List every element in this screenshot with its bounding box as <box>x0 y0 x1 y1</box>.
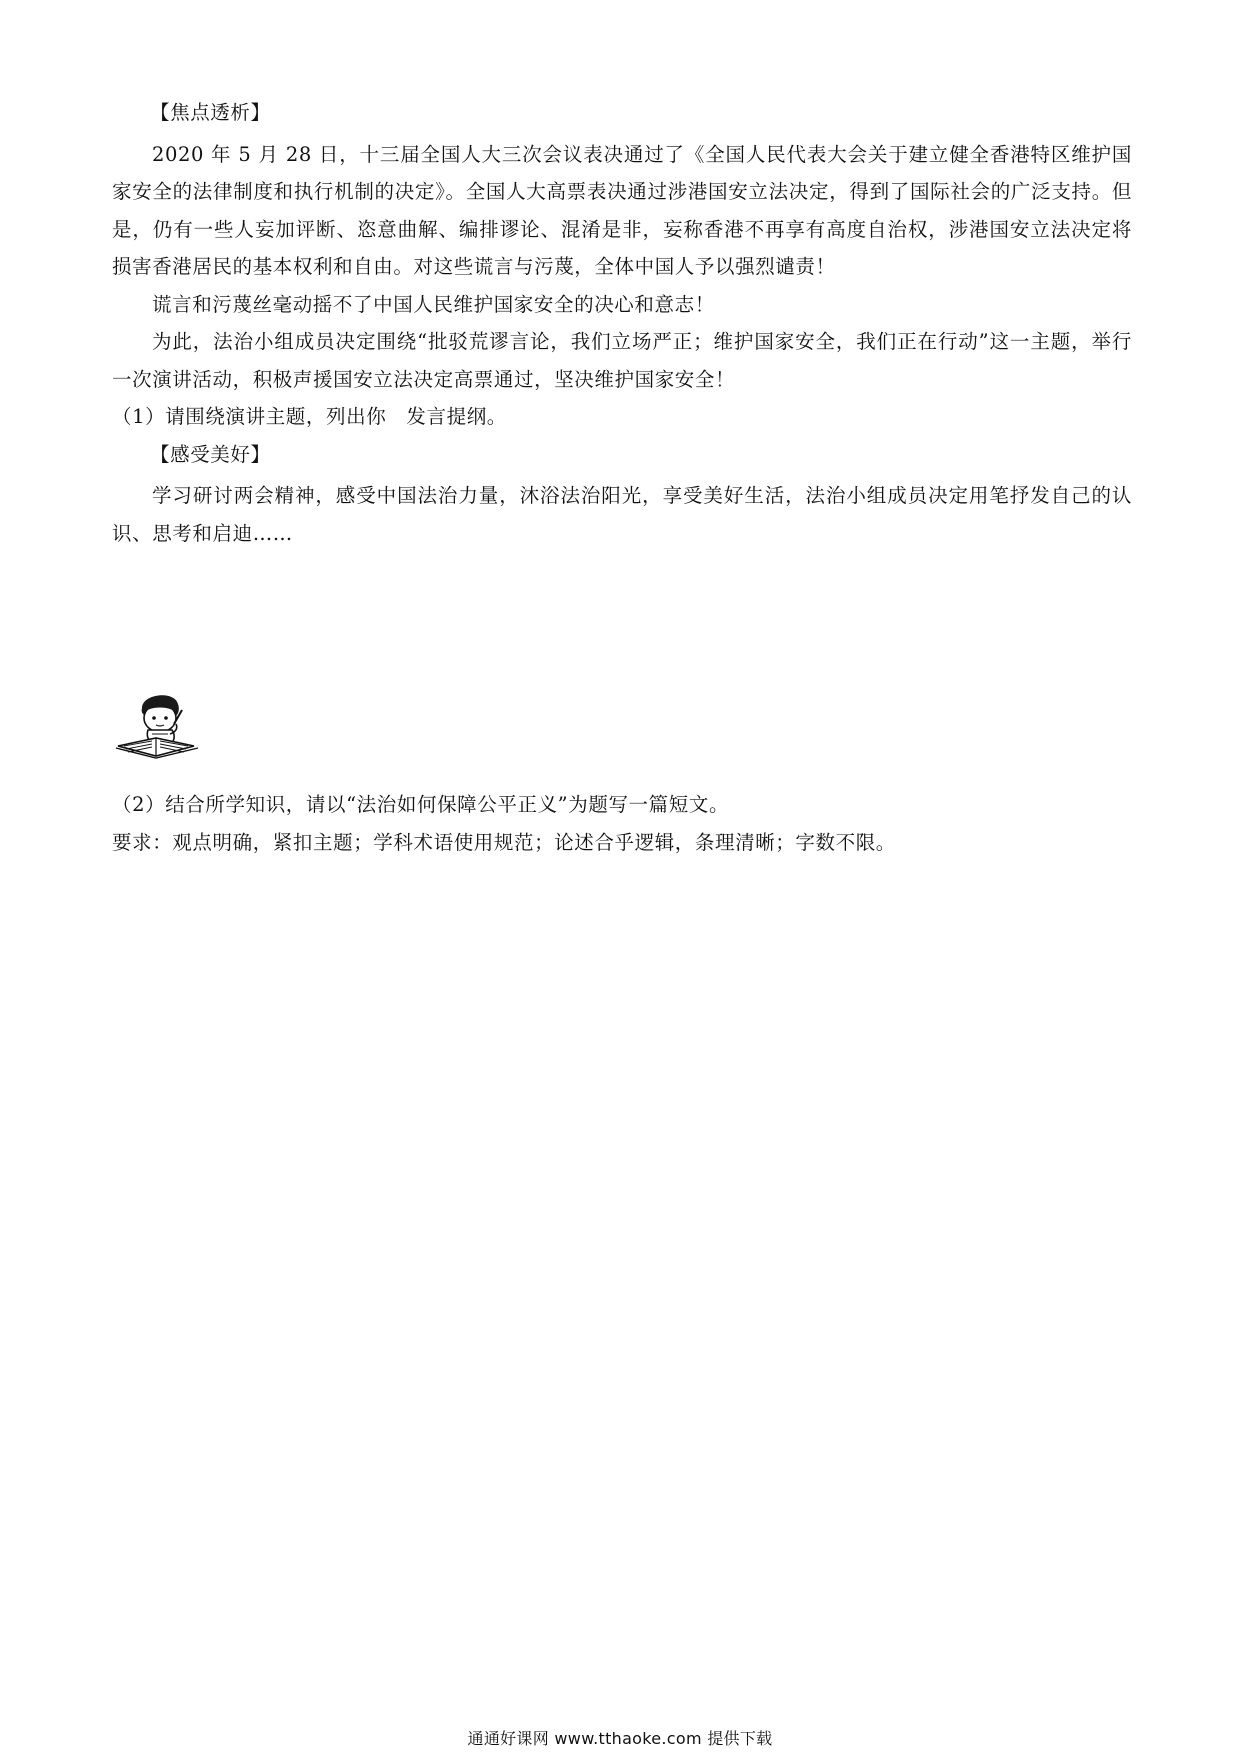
upper-content <box>112 94 1132 552</box>
requirements: 要求：观点明确，紧扣主题；学科术语使用规范；论述合乎逻辑，条理清晰；字数不限。 <box>112 830 896 854</box>
paragraph-activity: 为此，法治小组成员决定围绕“批驳荒谬言论，我们立场严正；维护国家安全，我们正在行动”这一主题，举行一次演讲活动，积极声援国安立法决定高票通过，坚决维护国家安全！ <box>112 330 1132 391</box>
student-writing-illustration <box>112 688 208 760</box>
page-footer: 通通好课网 www.tthaoke.com 提供下载 <box>467 1729 773 1748</box>
paragraph-study: 学习研讨两会精神，感受中国法治力量，沐浴法治阳光，享受美好生活，法治小组成员决定用笔抒发自己的认识、思考和启迪…… <box>112 484 1132 545</box>
question-2: （2）结合所学知识，请以“法治如何保障公平正义”为题写一篇短文。 <box>112 793 730 816</box>
paragraph-resolve: 谎言和污蔑丝毫动摇不了中国人民维护国家安全的决心和意志！ <box>152 292 715 316</box>
lower-content <box>112 786 1132 861</box>
question-1: （1）请围绕演讲主题，列出你 发言提纲。 <box>112 405 507 428</box>
paragraph-background: 2020 年 5 月 28 日，十三届全国人大三次会议表决通过了《全国人民代表大会关于建立健全香港特区维护国家安全的法律制度和执行机制的决定》。全国人大高票表决通过涉港国安立法决定，得到了国际社会的广泛支持。但是，仍有一些人妄加评断、恣意曲解、编排谬论、混淆是非，妄称香港不再享有高度自治权，涉港国安立法决定将损害香港居民的基本权利和自由。对这些谎言与污蔑，全体中国人予以强烈谴责！ <box>112 142 1132 278</box>
section-heading-feel: 【感受美好】 <box>150 442 271 466</box>
section-heading-focus: 【焦点透析】 <box>150 101 271 124</box>
